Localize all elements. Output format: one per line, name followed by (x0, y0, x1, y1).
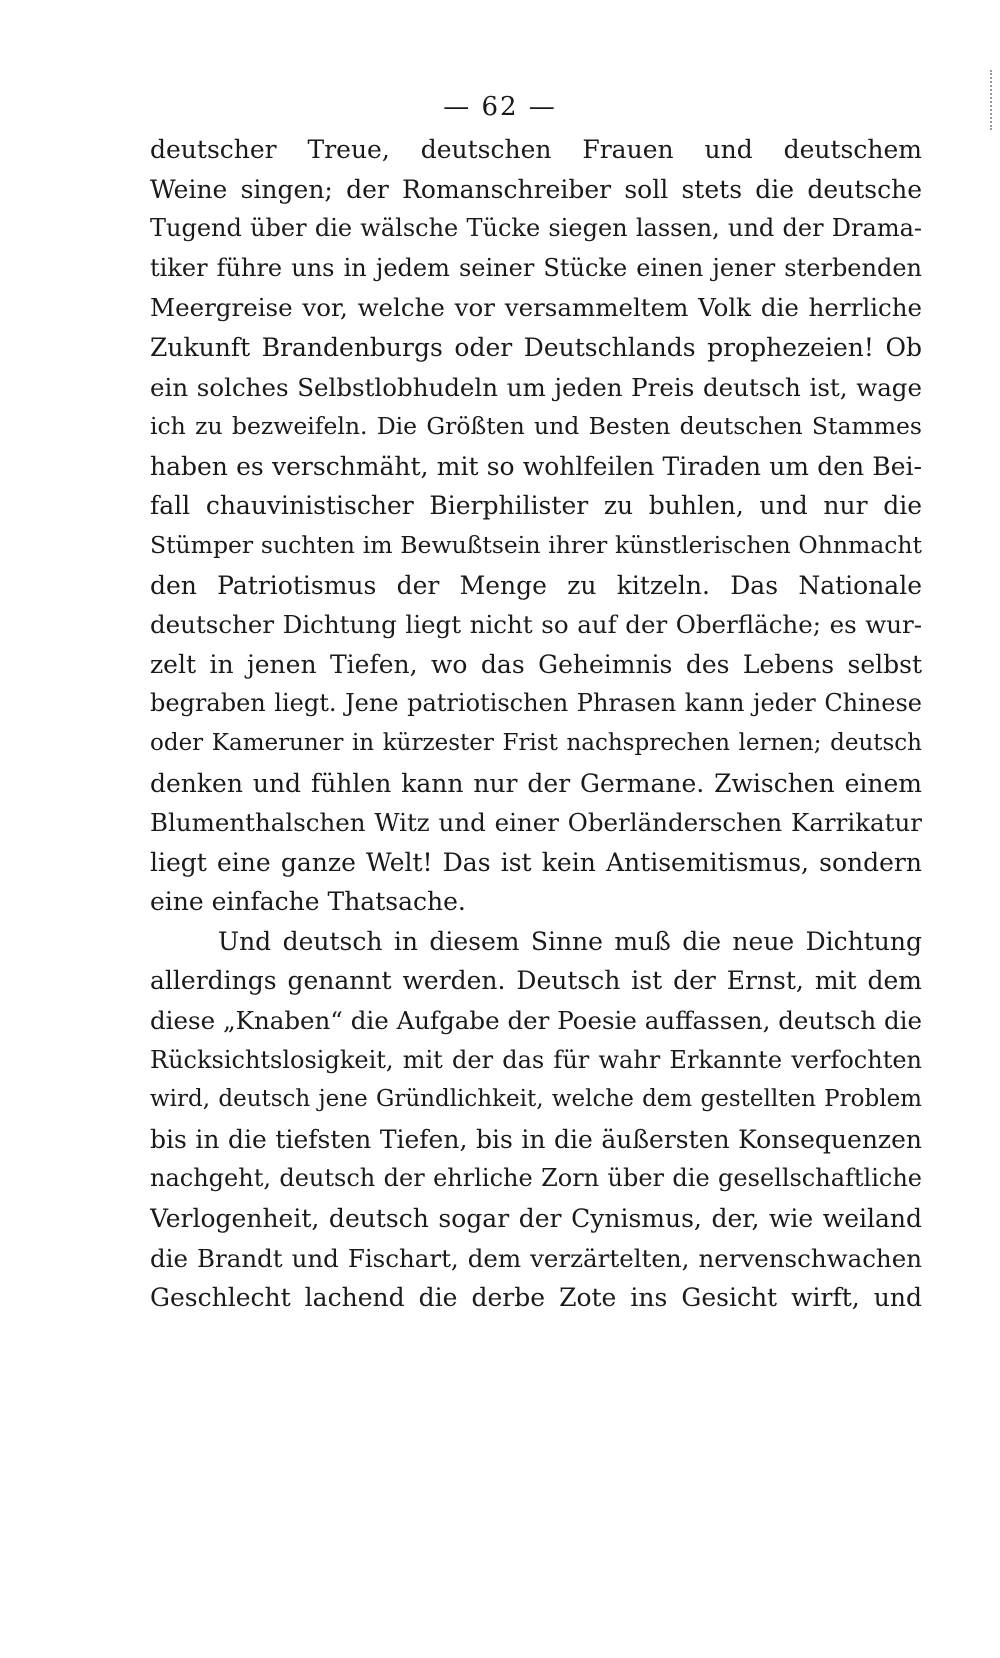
paragraph-1 (150, 130, 922, 922)
text-line: allerdings genannt werden. Deutsch ist der Ernst, mit dem (150, 966, 922, 996)
text-line: Und deutsch in diesem Sinne muß die neue Dichtung (218, 926, 922, 956)
text-line: haben es verschmäht, mit so wohlfeilen Tiraden um den Bei- (150, 451, 922, 481)
text-line: tiker führe uns in jedem seiner Stücke einen jener sterbenden (150, 253, 922, 282)
text-line: Verlogenheit, deutsch sogar der Cynismus, der, wie weiland (150, 1204, 922, 1234)
text-line: ich zu bezweifeln. Die Größten und Besten deutschen Stammes (150, 412, 922, 441)
text-line: Zukunft Brandenburgs oder Deutschlands prophezeien! Ob (150, 332, 922, 362)
text-line: fall chauvinistischer Bierphilister zu buhlen, und nur die (150, 491, 922, 521)
text-line: Geschlecht lachend die derbe Zote ins Gesicht wirft, und (150, 1283, 922, 1313)
text-line: denken und fühlen kann nur der Germane. Zwischen einem (150, 768, 922, 798)
text-line: den Patriotismus der Menge zu kitzeln. Das Nationale (150, 570, 922, 600)
text-line: zelt in jenen Tiefen, wo das Geheimnis des Lebens selbst (150, 649, 922, 679)
text-line: liegt eine ganze Welt! Das ist kein Antisemitismus, sondern (150, 847, 922, 877)
body-text (150, 130, 922, 1318)
text-line: ein solches Selbstlobhudeln um jeden Preis deutsch ist, wage (150, 372, 922, 402)
text-line: Stümper suchten im Bewußtsein ihrer künstlerischen Ohnmacht (150, 530, 922, 559)
text-line: deutscher Dichtung liegt nicht so auf der Oberfläche; es wur- (150, 610, 922, 640)
text-line: nachgeht, deutsch der ehrliche Zorn über die gesellschaftliche (150, 1164, 922, 1193)
paragraph-2 (150, 922, 922, 1318)
text-line: bis in die tiefsten Tiefen, bis in die äußersten Konsequenzen (150, 1124, 922, 1154)
text-line: Rücksichtslosigkeit, mit der das für wahr Erkannte verfochten (150, 1045, 922, 1074)
text-line: Tugend über die wälsche Tücke siegen lassen, und der Drama- (150, 214, 922, 243)
text-line: diese „Knaben“ die Aufgabe der Poesie auffassen, deutsch die (150, 1006, 922, 1036)
page-number: — 62 — (443, 92, 557, 122)
text-line: oder Kameruner in kürzester Frist nachsprechen lernen; deutsch (150, 729, 922, 756)
text-line: wird, deutsch jene Gründlichkeit, welche dem gestellten Problem (150, 1086, 922, 1113)
text-line: eine einfache Thatsache. (150, 887, 466, 917)
text-line: Meergreise vor, welche vor versammeltem Volk die herrliche (150, 293, 922, 323)
text-line: die Brandt und Fischart, dem verzärtelten, nervenschwachen (150, 1243, 922, 1273)
text-line: deutscher Treue, deutschen Frauen und deutschem (150, 135, 922, 164)
text-line: begraben liegt. Jene patriotischen Phrasen kann jeder Chinese (150, 689, 922, 718)
text-line: Blumenthalschen Witz und einer Oberländerschen Karrikatur (150, 808, 922, 838)
text-line: Weine singen; der Romanschreiber soll stets die deutsche (150, 174, 922, 204)
